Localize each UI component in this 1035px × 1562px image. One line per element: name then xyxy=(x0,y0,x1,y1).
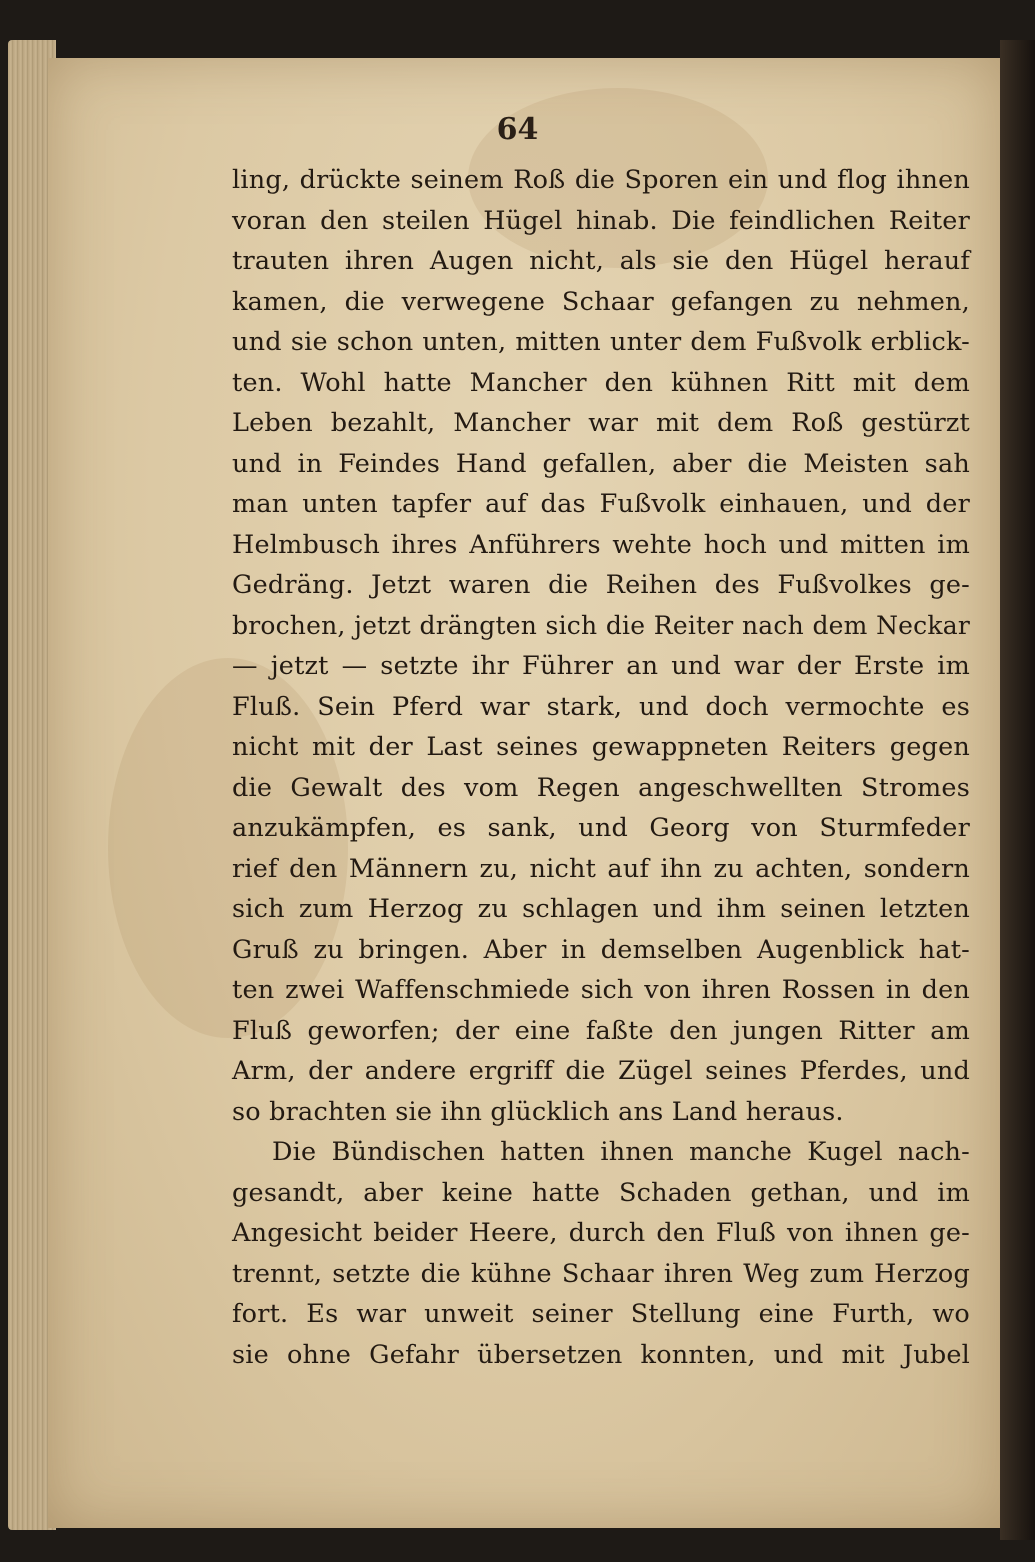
text-line: trauten ihren Augen nicht, als sie den Hügel herauf xyxy=(232,246,970,276)
text-line: — jetzt — setzte ihr Führer an und war der Erste im xyxy=(232,651,970,681)
text-line: gesandt, aber keine hatte Schaden gethan, und im xyxy=(232,1177,970,1208)
text-line: sich zum Herzog zu schlagen und ihm seinen letzten xyxy=(232,894,970,924)
text-line: kamen, die verwegene Schaar gefangen zu nehmen, xyxy=(232,286,970,317)
text-line: und in Feindes Hand gefallen, aber die Meisten sah xyxy=(232,448,970,479)
text-line: Arm, der andere ergriff die Zügel seines Pferdes, und xyxy=(232,1056,970,1086)
text-line: und sie schon unten, mitten unter dem Fußvolk erblick- xyxy=(232,327,970,357)
body-text xyxy=(232,160,970,1375)
text-line: rief den Männern zu, nicht auf ihn zu achten, sondern xyxy=(232,853,970,884)
text-line: so brachten sie ihn glücklich ans Land heraus. xyxy=(232,1096,844,1127)
text-line: trennt, setzte die kühne Schaar ihren Weg zum Herzog xyxy=(232,1258,970,1289)
text-line: sie ohne Gefahr übersetzen konnten, und mit Jubel xyxy=(232,1339,970,1370)
text-line: ten. Wohl hatte Mancher den kühnen Ritt mit dem xyxy=(232,367,970,398)
text-line: nicht mit der Last seines gewappneten Reiters gegen xyxy=(232,732,970,762)
text-line: ling, drückte seinem Roß die Sporen ein und flog ihnen xyxy=(232,165,970,195)
text-line: Die Bündischen hatten ihnen manche Kugel nach- xyxy=(272,1137,970,1167)
text-line: die Gewalt des vom Regen angeschwellten Stromes xyxy=(232,772,970,803)
text-line: Angesicht beider Heere, durch den Fluß von ihnen ge- xyxy=(232,1218,970,1248)
text-line: Gruß zu bringen. Aber in demselben Augenblick hat- xyxy=(232,934,970,965)
text-line: voran den steilen Hügel hinab. Die feindlichen Reiter xyxy=(232,205,970,236)
text-line: Leben bezahlt, Mancher war mit dem Roß gestürzt xyxy=(232,408,970,438)
page-number: 64 xyxy=(496,112,539,147)
text-line: man unten tapfer auf das Fußvolk einhauen, und der xyxy=(232,489,970,519)
text-line: Fluß geworfen; der eine faßte den jungen Ritter am xyxy=(232,1015,970,1046)
book-spine xyxy=(1000,40,1035,1540)
text-line: Fluß. Sein Pferd war stark, und doch vermochte es xyxy=(232,691,970,722)
text-line: anzukämpfen, es sank, und Georg von Sturmfeder xyxy=(232,813,970,843)
text-line: brochen, jetzt drängten sich die Reiter nach dem Neckar xyxy=(232,610,970,640)
text-line: fort. Es war unweit seiner Stellung eine Furth, wo xyxy=(232,1299,970,1329)
text-line: Helmbusch ihres Anführers wehte hoch und mitten im xyxy=(232,529,970,560)
text-line: Gedräng. Jetzt waren die Reihen des Fußvolkes ge- xyxy=(232,570,970,600)
text-line: ten zwei Waffenschmiede sich von ihren Rossen in den xyxy=(232,975,970,1005)
